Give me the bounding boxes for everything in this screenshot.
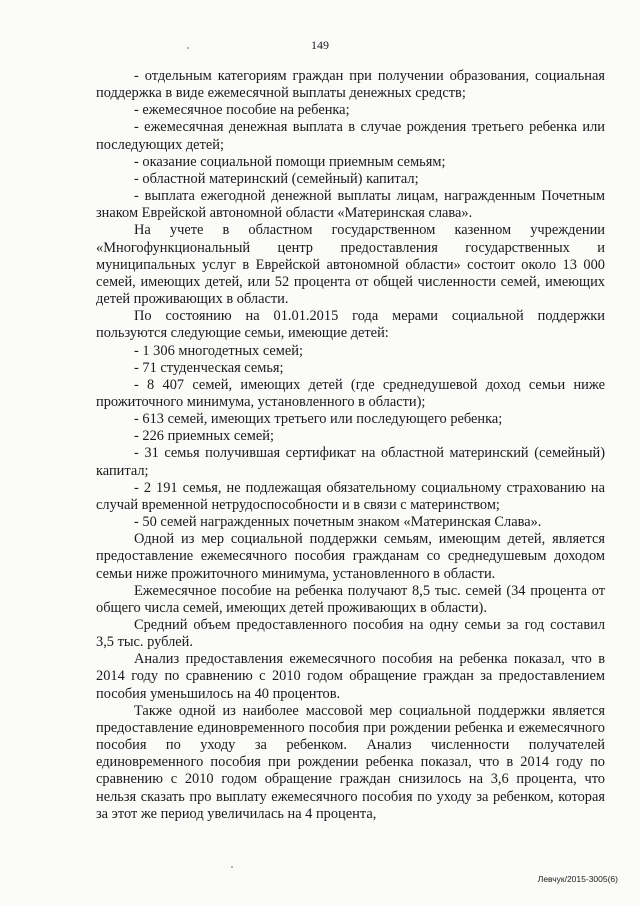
list-item: - областной материнский (семейный) капитал; [134,170,419,187]
list-item: - 1 306 многодетных семей; [134,342,303,359]
paragraph: По состоянию на 01.01.2015 года мерами социальной поддержки пользуются следующие семьи, имеющие детей: [96,308,605,342]
list-item: - 226 приемных семей; [134,428,274,445]
document-body [96,68,605,823]
list-item: - выплата ежегодной денежной выплаты лицам, награжденным Почетным знаком Еврейской автономной области «Материнская слава». [96,188,605,222]
list-item: - 2 191 семья, не подлежащая обязательному социальному страхованию на случай временной нетрудоспособности и в связи с материнством; [96,479,605,513]
paragraph: Ежемесячное пособие на ребенка получают 8,5 тыс. семей (34 процента от общего числа семей, имеющих детей проживающих в области). [96,582,605,616]
paragraph: На учете в областном государственном казенном учреждении «Многофункциональный центр предоставления государственных и муниципальных услуг в Еврейской автономной области» состоит около 13 000 семей, имеющих детей, или 52 процента от общей численности семей, имеющих детей проживающих в области. [96,222,605,308]
paragraph: Одной из мер социальной поддержки семьям, имеющим детей, является предоставление ежемесячного пособия гражданам со среднедушевым доходом семьи ниже прожиточного минимума, установленного в области. [96,531,605,582]
scan-artifact [231,866,233,868]
paragraph: Анализ предоставления ежемесячного пособия на ребенка показал, что в 2014 году по сравнению с 2010 годом обращение граждан за предоставлением пособия уменьшилось на 40 процентов. [96,651,605,702]
list-item: - ежемесячное пособие на ребенка; [134,102,350,119]
list-item: - 613 семей, имеющих третьего или последующего ребенка; [134,411,503,428]
list-item: - 71 студенческая семья; [134,359,284,376]
list-item: - 50 семей награжденных почетным знаком «Материнская Слава». [134,514,542,531]
paragraph: Средний объем предоставленного пособия на одну семьи за год составил 3,5 тыс. рублей. [96,617,605,651]
list-item: - отдельным категориям граждан при получении образования, социальная поддержка в виде ежемесячной выплаты денежных средств; [96,68,605,102]
page-number: 149 [311,38,329,52]
list-item: - 31 семья получившая сертификат на областной материнский (семейный) капитал; [96,445,605,479]
footer-reference: Левчук/2015-3005(6) [537,874,618,884]
list-item: - ежемесячная денежная выплата в случае рождения третьего ребенка или последующих детей; [96,119,605,153]
list-item: - оказание социальной помощи приемным семьям; [134,153,446,170]
list-item: - 8 407 семей, имеющих детей (где среднедушевой доход семьи ниже прожиточного минимума, установленного в области); [96,376,605,410]
paragraph: Также одной из наиболее массовой мер социальной поддержки является предоставление единовременного пособия при рождении ребенка и ежемесячного пособия по уходу за ребенком. Анализ численности получателей единовременного пособия при рождении ребенка показал, что в 2014 году по сравнению с 2010 годом обращение граждан снизилось на 3,6 процента, что нельзя сказать про выплату ежемесячного пособия по уходу за ребенком, которая за этот же период увеличилась на 4 процента, [96,702,605,822]
